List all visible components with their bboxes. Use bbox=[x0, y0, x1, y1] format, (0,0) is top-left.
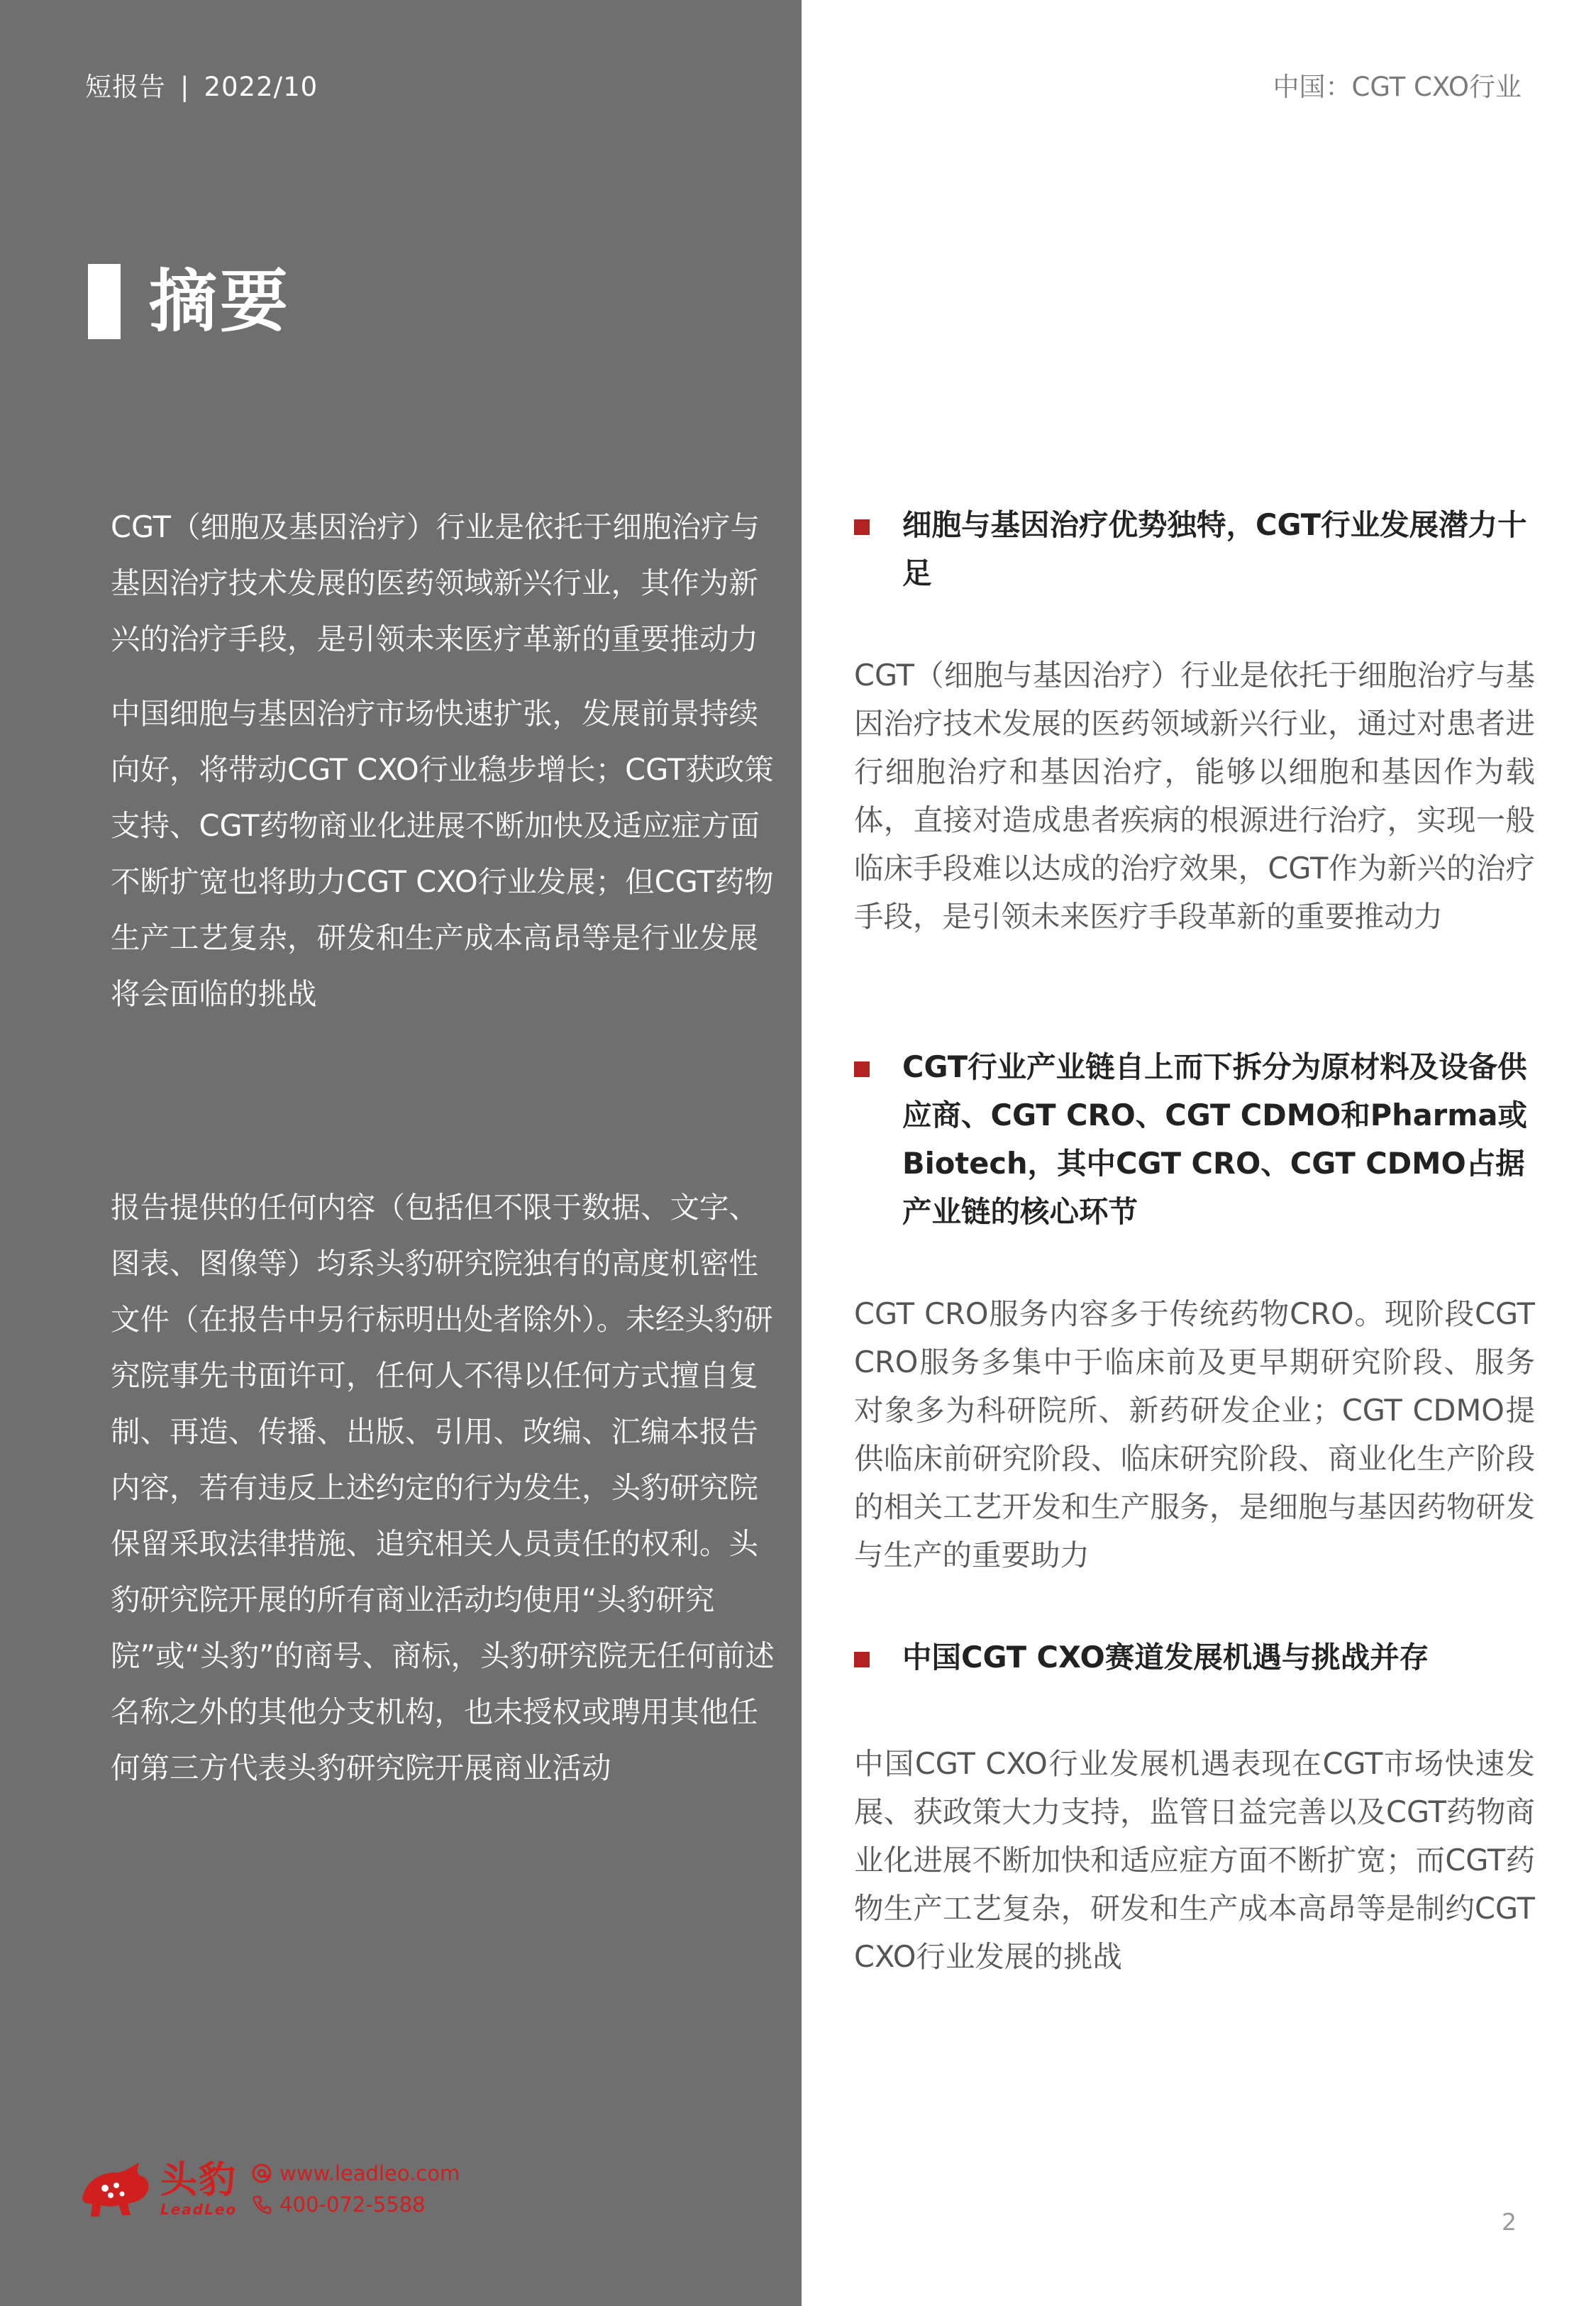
section-body-2: CGT CRO服务内容多于传统药物CRO。现阶段CGT CRO服务多集中于临床前及更早期研究阶段、服务对象多为科研院所、新药研发企业；CGT CDMO提供临床前研究阶段、临床研究阶段、商业化生产阶段的相关工艺开发和生产服务，是细胞与基因药物研发与生产的重要助力 bbox=[854, 1296, 1535, 1572]
logo-english-name: LeadLeo bbox=[160, 2201, 238, 2218]
title-bar-icon bbox=[88, 264, 121, 339]
website-link[interactable]: www.leadleo.com bbox=[279, 2161, 460, 2185]
summary-paragraph: CGT（细胞及基因治疗）行业是依托于细胞治疗与基因治疗技术发展的医药领域新兴行业，其作为新兴的治疗手段，是引领未来医疗革新的重要推动力 bbox=[111, 509, 760, 656]
square-bullet-icon bbox=[854, 519, 870, 535]
disclaimer bbox=[111, 1179, 777, 1796]
phone-row bbox=[251, 2189, 460, 2220]
page-number: 2 bbox=[1502, 2208, 1517, 2236]
email-icon bbox=[251, 2163, 272, 2184]
disclaimer-text: 报告提供的任何内容（包括但不限于数据、文字、图表、图像等）均系头豹研究院独有的高度机密性文件（在报告中另行标明出处者除外）。未经头豹研究院事先书面许可，任何人不得以任何方式擅自复制、再造、传播、出版、引用、改编、汇编本报告内容，若有违反上述约定的行为发生，头豹研究院保留采取法律措施、追究相关人员责任的权利。头豹研究院开展的所有商业活动均使用“头豹研究院”或“头豹”的商号、商标，头豹研究院无任何前述名称之外的其他分支机构，也未授权或聘用其他任何第三方代表头豹研究院开展商业活动 bbox=[111, 1190, 775, 1785]
square-bullet-icon bbox=[854, 1652, 870, 1667]
section-heading-text: 中国CGT CXO赛道发展机遇与挑战并存 bbox=[902, 1640, 1429, 1675]
report-date: 2022/10 bbox=[204, 72, 318, 102]
report-subject: 中国：CGT CXO行业 bbox=[1273, 72, 1522, 102]
logo-wordmark bbox=[160, 2160, 237, 2218]
summary-block bbox=[111, 499, 777, 1022]
phone-number[interactable]: 400-072-5588 bbox=[279, 2192, 426, 2217]
section-heading-text: 细胞与基因治疗优势独特，CGT行业发展潜力十足 bbox=[902, 507, 1527, 590]
leadleo-logo bbox=[78, 2157, 460, 2221]
contact-info bbox=[251, 2158, 460, 2220]
section-heading-text: CGT行业产业链自上而下拆分为原材料及设备供应商、CGT CRO、CGT CDMO和Pharma或Biotech，其中CGT CRO、CGT CDMO占据产业链的核心环节 bbox=[902, 1049, 1527, 1229]
summary-paragraph: 中国细胞与基因治疗市场快速扩张，发展前景持续向好，将带动CGT CXO行业稳步增长；CGT获政策支持、CGT药物商业化进展不断加快及适应症方面不断扩宽也将助力CGT CXO行业发展；但CGT药物生产工艺复杂，研发和生产成本高昂等是行业发展将会面临的挑战 bbox=[111, 696, 774, 1011]
page-title: 摘要 bbox=[149, 262, 291, 341]
report-meta bbox=[85, 65, 318, 104]
section-heading-1 bbox=[854, 501, 1535, 597]
website-row bbox=[251, 2158, 460, 2189]
header-separator: | bbox=[180, 72, 190, 102]
section-heading-3 bbox=[854, 1633, 1535, 1682]
section-heading-2 bbox=[854, 1043, 1535, 1236]
page-title-block bbox=[88, 264, 291, 339]
section-body-3: 中国CGT CXO行业发展机遇表现在CGT市场快速发展、获政策大力支持，监管日益完善以及CGT药物商业化进展不断加快和适应症方面不断扩宽；而CGT药物生产工艺复杂，研发和生产成本高昂等是制约CGT CXO行业发展的挑战 bbox=[854, 1746, 1535, 1974]
phone-icon bbox=[251, 2194, 272, 2215]
section-body-1: CGT（细胞与基因治疗）行业是依托于细胞治疗与基因治疗技术发展的医药领域新兴行业，通过对患者进行细胞治疗和基因治疗，能够以细胞和基因作为载体，直接对造成患者疾病的根源进行治疗，实现一般临床手段难以达成的治疗效果，CGT作为新兴的治疗手段，是引领未来医疗手段革新的重要推动力 bbox=[854, 658, 1535, 934]
report-type: 短报告 bbox=[85, 72, 166, 102]
leopard-logo-icon bbox=[78, 2157, 152, 2221]
square-bullet-icon bbox=[854, 1061, 870, 1077]
logo-chinese-name: 头豹 bbox=[160, 2159, 238, 2202]
